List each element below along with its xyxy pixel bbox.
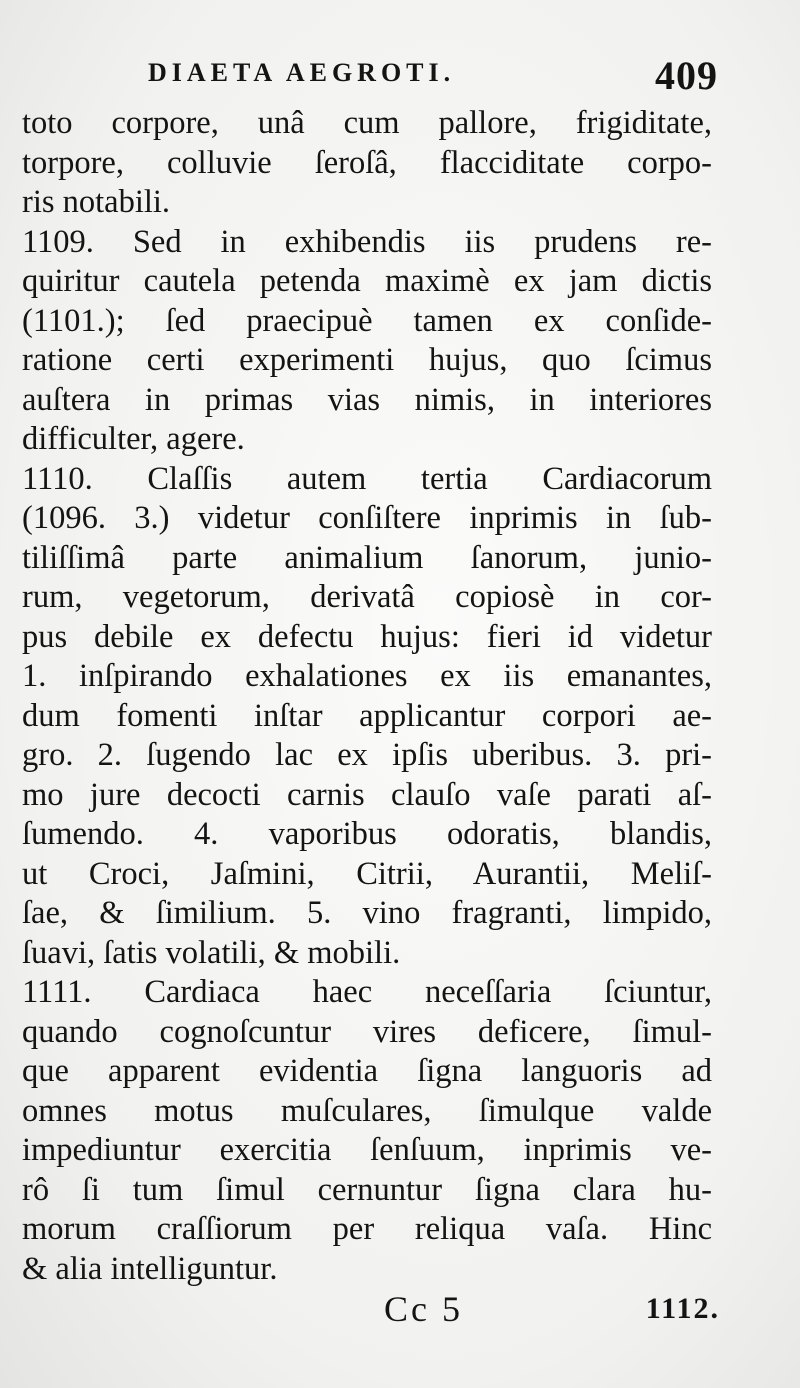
text-line: (1096. 3.) videtur conſiſtere inprimis in ſub- xyxy=(22,500,712,536)
text-line: (1101.); ſed praecipuè tamen ex conſide- xyxy=(22,302,712,339)
text-line: ſumendo. 4. vaporibus odoratis, blandis, xyxy=(22,816,712,852)
text-line: quando cognoſcuntur vires deficere, ſimul- xyxy=(22,1013,712,1050)
page-number: 409 xyxy=(655,53,718,98)
text-line: mo jure decocti carnis clauſo vaſe parati aſ- xyxy=(22,776,712,813)
text-line: ris notabili. xyxy=(22,184,171,220)
text-line: difficulter, agere. xyxy=(22,421,245,457)
text-line: & alia intelliguntur. xyxy=(22,1250,278,1287)
text-line: rum, vegetorum, derivatâ copiosè in cor- xyxy=(22,579,712,615)
text-line: morum craſſiorum per reliqua vaſa. Hinc xyxy=(22,1211,712,1247)
text-line: ut Croci, Jaſmini, Citrii, Aurantii, Meliſ- xyxy=(22,855,712,892)
text-line: rô ſi tum ſimul cernuntur ſigna clara hu- xyxy=(22,1171,712,1208)
text-line: gro. 2. ſugendo lac ex ipſis uberibus. 3. pri- xyxy=(22,737,712,773)
text-line: pus debile ex defectu hujus: fieri id videtur xyxy=(22,618,712,655)
text-line: ſae, & ſimilium. 5. vino fragranti, limpido, xyxy=(22,895,712,931)
text-line: 1111. Cardiaca haec neceſſaria ſciuntur, xyxy=(22,974,712,1010)
text-line: 1110. Claſſis autem tertia Cardiacorum xyxy=(22,460,712,497)
text-line: 1109. Sed in exhibendis iis prudens re- xyxy=(22,223,712,260)
text-line: omnes motus muſculares, ſimulque valde xyxy=(22,1092,712,1129)
running-title: DIAETA AEGROTI. xyxy=(148,58,456,87)
catchword: 1112. xyxy=(645,1292,720,1325)
text-line: toto corpore, unâ cum pallore, frigiditate, xyxy=(22,105,712,141)
text-line: ſuavi, ſatis volatili, & mobili. xyxy=(22,934,401,971)
text-line: tiliſſimâ parte animalium ſanorum, junio- xyxy=(22,539,712,576)
text-line: impediuntur exercitia ſenſuum, inprimis ve- xyxy=(22,1132,712,1168)
signature-mark: Cc 5 xyxy=(384,1289,463,1329)
text-line: dum fomenti inſtar applicantur corpori ae- xyxy=(22,697,712,734)
page-header xyxy=(0,52,800,102)
text-line: torpore, colluvie ſeroſâ, flacciditate corpo- xyxy=(22,144,712,181)
body-text xyxy=(22,104,712,1289)
page-footer xyxy=(0,1288,800,1338)
text-line: auſtera in primas vias nimis, in interiores xyxy=(22,381,712,418)
text-line: 1. inſpirando exhalationes ex iis emanantes, xyxy=(22,658,712,694)
text-line: quiritur cautela petenda maximè ex jam dictis xyxy=(22,263,712,299)
text-line: que apparent evidentia ſigna languoris ad xyxy=(22,1053,712,1089)
text-line: ratione certi experimenti hujus, quo ſcimus xyxy=(22,342,712,378)
